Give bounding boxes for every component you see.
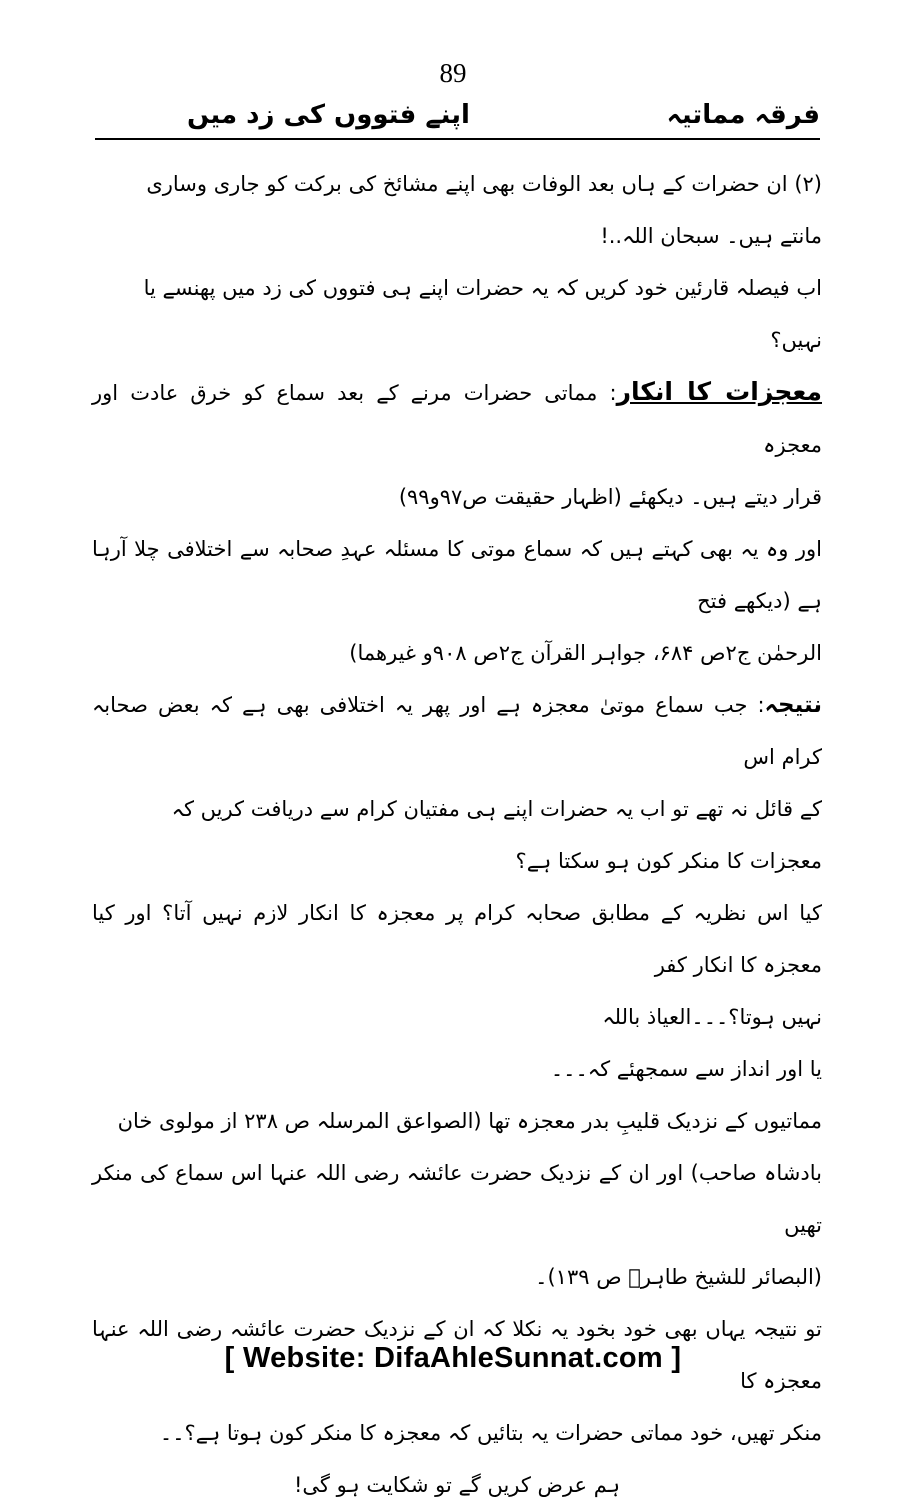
body-line: بادشاہ صاحب) اور ان کے نزدیک حضرت عائشہ رضی اللہ عنہا اس سماع کی منکر تھیں (92, 1161, 822, 1237)
body-line: تو نتیجہ یہاں بھی خود بخود یہ نکلا کہ ان کے نزدیک حضرت عائشہ رضی اللہ عنہا معجزہ کا (92, 1317, 822, 1393)
result-heading: نتیجہ (764, 692, 822, 718)
body-line: مانتے ہیں۔ سبحان اللہ..! (600, 224, 822, 248)
closing-line: ہم عرض کریں گے تو شکایت ہو گی! (293, 1473, 621, 1497)
body-text: : جب سماع موتیٰ معجزہ ہے اور پھر یہ اختلافی بھی ہے کہ بعض صحابہ کرام اس (92, 693, 822, 769)
body-line: کے قائل نہ تھے تو اب یہ حضرات اپنے ہی مفتیان کرام سے دریافت کریں کہ (171, 797, 822, 821)
section-heading-miracles-denial: معجزات کا انکار (616, 377, 822, 406)
header-chapter-title: اپنے فتووں کی زد میں (187, 100, 470, 130)
body-line: کیا اس نظریہ کے مطابق صحابہ کرام پر معجزہ کا انکار لازم نہیں آتا؟ اور کیا معجزہ کا انکار کفر (92, 901, 822, 977)
result-paragraph (92, 679, 822, 783)
running-header (95, 98, 820, 140)
body-line: منکر تھیں، خود مماتی حضرات یہ بتائیں کہ معجزہ کا منکر کون ہوتا ہے؟۔۔ (159, 1421, 822, 1445)
body-line: الرحمٰن ج۲ص ۶۸۴، جواہر القرآن ج۲ص ۹۰۸و غیرھما) (349, 641, 822, 665)
website-footer: [ Website: DifaAhleSunnat.com ] (224, 1342, 682, 1374)
body-line: نہیں ہوتا؟۔۔۔العیاذ باللہ (602, 1005, 822, 1029)
body-line: مماتیوں کے نزدیک قلیبِ بدر معجزہ تھا (الصواعق المرسلہ ص ۲۳۸ از مولوی خان (117, 1109, 822, 1133)
page-number: 89 (439, 58, 467, 88)
header-book-title: فرقہ مماتیہ (666, 100, 820, 130)
page-body (92, 158, 822, 1511)
body-line: قرار دیتے ہیں۔ دیکھئے (اظہار حقیقت ص۹۷و۹۹) (398, 485, 822, 509)
body-line: اور وہ یہ بھی کہتے ہیں کہ سماع موتی کا مسئلہ عہدِ صحابہ سے اختلافی چلا آرہا ہے (دیکھے فتح (92, 537, 822, 613)
body-line: (۲) ان حضرات کے ہاں بعد الوفات بھی اپنے مشائخ کی برکت کو جاری وساری (146, 172, 822, 196)
body-line: معجزات کا منکر کون ہو سکتا ہے؟ (515, 849, 822, 873)
body-line: (البصائر للشیخ طاہرؒ ص ۱۳۹)۔ (535, 1265, 822, 1289)
miracles-paragraph (92, 366, 822, 471)
body-text: : مماتی حضرات مرنے کے بعد سماع کو خرق عادت اور معجزہ (92, 381, 822, 457)
body-line: اب فیصلہ قارئین خود کریں کہ یہ حضرات اپنے ہی فتووں کی زد میں پھنسے یا (143, 276, 822, 300)
body-line: یا اور انداز سے سمجھئے کہ۔۔۔ (550, 1057, 822, 1081)
body-line: نہیں؟ (770, 328, 822, 352)
